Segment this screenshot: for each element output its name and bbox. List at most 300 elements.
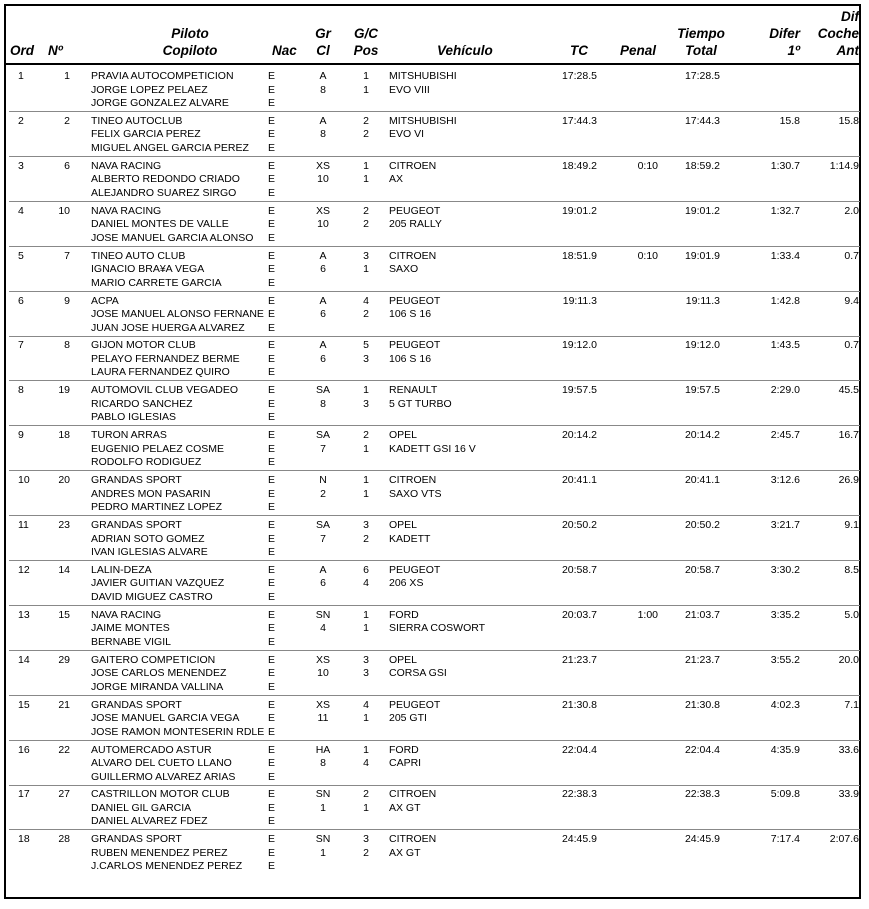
- crew-name: J.CARLOS MENENDEZ PEREZ: [91, 860, 243, 873]
- row-nac: [268, 250, 275, 291]
- row-ord: 8: [18, 384, 24, 397]
- row-nac: [268, 339, 275, 380]
- row-number: 21: [58, 698, 70, 711]
- row-vehicle: [389, 339, 440, 366]
- header-penal: Penal: [619, 43, 656, 58]
- class-pos: 2: [363, 218, 369, 231]
- row-tc: 21:23.7: [561, 653, 597, 666]
- row-diff-first: 3:55.2: [770, 653, 800, 666]
- table-row: [0, 744, 869, 789]
- row-ord: 1: [18, 70, 24, 82]
- nationality: E: [268, 276, 276, 289]
- crew-name: JOSE CARLOS MENENDEZ: [91, 667, 227, 680]
- row-diff-first: 1:43.5: [770, 339, 800, 352]
- group-class-pos: 1: [363, 474, 369, 487]
- row-vehicle: [389, 205, 442, 232]
- row-number: 23: [58, 519, 70, 531]
- crew-name: DANIEL MONTES DE VALLE: [91, 218, 229, 231]
- row-group-class: [308, 474, 338, 501]
- crew-name: IGNACIO BRA¥A VEGA: [91, 263, 205, 276]
- class-pos: 1: [363, 622, 369, 635]
- row-vehicle: [389, 564, 440, 591]
- nationality: E: [268, 339, 276, 352]
- row-nac: [268, 744, 275, 785]
- nationality: E: [268, 308, 276, 320]
- vehicle-line: EVO VIII: [389, 83, 430, 96]
- row-crew: [91, 744, 275, 785]
- row-nac: [268, 519, 275, 560]
- vehicle-line: PEUGEOT: [389, 339, 441, 352]
- crew-name: PABLO IGLESIAS: [91, 411, 177, 424]
- header-pos: Pos: [353, 43, 379, 58]
- crew-name: GRANDAS SPORT: [91, 474, 182, 487]
- row-vehicle: [389, 384, 452, 411]
- nationality: E: [268, 249, 276, 262]
- row-diff-first: 1:32.7: [770, 204, 800, 217]
- row-ord: 10: [18, 474, 30, 487]
- row-diff-prev: 15.8: [838, 114, 859, 127]
- vehicle-line: OPEL: [389, 653, 418, 666]
- row-tc: 18:51.9: [561, 249, 597, 262]
- table-row: [0, 699, 869, 744]
- row-crew: [91, 654, 275, 695]
- row-number: 10: [58, 204, 70, 217]
- vehicle-line: 206 XS: [389, 577, 424, 590]
- row-group-class: [308, 788, 338, 815]
- table-row: [0, 160, 869, 205]
- row-diff-first: 3:35.2: [770, 608, 800, 621]
- row-tc: 19:11.3: [562, 294, 597, 307]
- row-nac: [268, 70, 275, 111]
- row-total: 22:04.4: [684, 743, 720, 756]
- group-class-pos: 2: [363, 788, 369, 801]
- row-vehicle: [389, 654, 447, 681]
- row-gc-pos: [353, 699, 379, 726]
- row-gc-pos: [353, 295, 379, 322]
- nationality: E: [268, 788, 276, 801]
- table-row: [0, 474, 869, 519]
- table-row: [0, 564, 869, 609]
- crew-name: GAITERO COMPETICION: [91, 653, 216, 666]
- header-ord: Ord: [10, 43, 35, 58]
- crew-name: ALEJANDRO SUAREZ SIRGO: [91, 186, 237, 199]
- class: 6: [320, 577, 326, 590]
- nationality: E: [268, 141, 276, 154]
- group: SA: [315, 384, 330, 397]
- row-number: 1: [64, 70, 70, 82]
- row-diff-first: 3:21.7: [770, 519, 800, 531]
- row-number: 19: [58, 384, 70, 397]
- crew-name: NAVA RACING: [91, 204, 162, 217]
- group: SN: [315, 788, 331, 801]
- class: 10: [317, 218, 329, 231]
- crew-name: EUGENIO PELAEZ COSME: [91, 442, 225, 455]
- class-pos: 3: [363, 667, 369, 680]
- row-number: 7: [64, 249, 70, 262]
- row-crew: [91, 295, 275, 336]
- row-crew: [91, 474, 275, 515]
- row-penalty: 0:10: [637, 159, 658, 172]
- group: A: [319, 70, 327, 82]
- class: 7: [320, 442, 326, 455]
- nationality: E: [268, 231, 276, 244]
- row-vehicle: [389, 70, 457, 97]
- row-gc-pos: [353, 474, 379, 501]
- vehicle-line: PEUGEOT: [389, 698, 441, 711]
- row-diff-prev: 16.7: [838, 429, 859, 442]
- row-nac: [268, 115, 275, 156]
- row-total: 19:12.0: [684, 339, 720, 352]
- row-vehicle: [389, 250, 436, 277]
- row-diff-first: 3:12.6: [770, 474, 800, 487]
- header-copiloto: Copiloto: [162, 43, 218, 58]
- row-vehicle: [389, 833, 436, 860]
- nationality: E: [268, 218, 276, 231]
- vehicle-line: MITSHUBISHI: [389, 70, 457, 82]
- header-ant: Ant: [836, 43, 859, 58]
- row-total: 19:57.5: [684, 384, 720, 397]
- row-ord: 17: [18, 788, 30, 801]
- vehicle-line: SIERRA COSWORT: [389, 622, 486, 635]
- row-crew: [91, 788, 275, 829]
- group-class-pos: 1: [363, 743, 369, 756]
- crew-name: RUBEN MENENDEZ PEREZ: [91, 846, 228, 859]
- row-vehicle: [389, 609, 485, 636]
- row-vehicle: [389, 788, 436, 815]
- row-penalty: 0:10: [637, 249, 658, 262]
- class-pos: 1: [363, 173, 369, 186]
- group-class-pos: 4: [363, 698, 369, 711]
- row-tc: 17:44.3: [561, 114, 597, 127]
- group-class-pos: 1: [363, 608, 369, 621]
- group: SN: [315, 833, 331, 846]
- crew-name: GIJON MOTOR CLUB: [91, 339, 196, 352]
- row-crew: [91, 115, 275, 156]
- crew-name: AUTOMERCADO ASTUR: [91, 743, 212, 756]
- group: A: [319, 339, 327, 352]
- header-tc: TC: [570, 43, 588, 58]
- row-nac: [268, 564, 275, 605]
- crew-name: JOSE MANUEL GARCIA VEGA: [91, 712, 240, 725]
- row-total: 22:38.3: [684, 788, 720, 801]
- nationality: E: [268, 70, 276, 82]
- row-gc-pos: [353, 339, 379, 366]
- vehicle-line: CITROEN: [389, 249, 437, 262]
- crew-name: JORGE MIRANDA VALLINA: [91, 680, 224, 693]
- row-nac: [268, 474, 275, 515]
- row-diff-prev: 8.5: [844, 563, 859, 576]
- class-pos: 1: [363, 801, 369, 814]
- row-tc: 22:04.4: [561, 743, 597, 756]
- nationality: E: [268, 128, 276, 141]
- nationality: E: [268, 294, 276, 307]
- row-vehicle: [389, 474, 442, 501]
- row-ord: 14: [18, 653, 30, 666]
- vehicle-line: AX GT: [389, 846, 421, 859]
- row-tc: 20:41.1: [561, 474, 597, 487]
- vehicle-line: MITSHUBISHI: [389, 114, 457, 127]
- row-diff-first: 3:30.2: [770, 563, 800, 576]
- row-ord: 6: [18, 294, 24, 307]
- row-group-class: [308, 519, 338, 546]
- class: 6: [320, 263, 326, 276]
- crew-name: IVAN IGLESIAS ALVARE: [91, 546, 208, 558]
- vehicle-line: AX: [389, 173, 404, 186]
- row-group-class: [308, 160, 338, 187]
- row-nac: [268, 205, 275, 246]
- row-nac: [268, 384, 275, 425]
- row-ord: 3: [18, 159, 24, 172]
- class: 1: [320, 846, 326, 859]
- nationality: E: [268, 846, 276, 859]
- nationality: E: [268, 712, 276, 725]
- class: 4: [320, 622, 326, 635]
- group: A: [319, 114, 327, 127]
- row-tc: 17:28.5: [561, 70, 597, 82]
- group: A: [319, 249, 327, 262]
- row-total: 17:44.3: [684, 114, 720, 127]
- nationality: E: [268, 635, 276, 648]
- row-diff-prev: 0.7: [844, 339, 859, 352]
- row-nac: [268, 788, 275, 829]
- row-number: 6: [64, 159, 70, 172]
- row-gc-pos: [353, 519, 379, 546]
- group-class-pos: 1: [363, 159, 369, 172]
- row-ord: 2: [18, 114, 24, 127]
- header-coche: Coche: [817, 26, 859, 41]
- vehicle-line: KADETT GSI 16 V: [389, 442, 476, 455]
- class-pos: 3: [363, 352, 369, 365]
- vehicle-line: CITROEN: [389, 833, 437, 846]
- header-total: Total: [685, 43, 717, 58]
- row-diff-first: 1:42.8: [770, 294, 800, 307]
- crew-name: GRANDAS SPORT: [91, 833, 182, 846]
- vehicle-line: 205 GTI: [389, 712, 427, 725]
- row-crew: [91, 205, 275, 246]
- row-number: 9: [64, 294, 70, 307]
- vehicle-line: SAXO: [389, 263, 419, 276]
- group-class-pos: 3: [363, 653, 369, 666]
- row-total: 20:50.2: [684, 519, 720, 531]
- header-vehiculo: Vehículo: [437, 43, 493, 58]
- nationality: E: [268, 321, 276, 334]
- crew-name: JUAN JOSE HUERGA ALVAREZ: [91, 321, 245, 334]
- row-diff-prev: 1:14.9: [829, 159, 859, 172]
- group-class-pos: 5: [363, 339, 369, 352]
- row-crew: [91, 609, 275, 650]
- nationality: E: [268, 519, 276, 531]
- group-class-pos: 2: [363, 204, 369, 217]
- nationality: E: [268, 456, 276, 469]
- group: XS: [315, 653, 330, 666]
- row-ord: 9: [18, 429, 24, 442]
- class: 6: [320, 308, 326, 320]
- row-diff-prev: 26.9: [838, 474, 859, 487]
- row-gc-pos: [353, 744, 379, 771]
- vehicle-line: OPEL: [389, 429, 418, 442]
- group: HA: [315, 743, 331, 756]
- row-diff-prev: 5.0: [844, 608, 859, 621]
- vehicle-line: 5 GT TURBO: [389, 397, 452, 410]
- group: XS: [315, 159, 330, 172]
- vehicle-line: AX GT: [389, 801, 421, 814]
- crew-name: MIGUEL ANGEL GARCIA PEREZ: [91, 141, 249, 154]
- row-ord: 12: [18, 563, 30, 576]
- class-pos: 4: [363, 757, 369, 769]
- row-number: 2: [64, 114, 70, 127]
- row-crew: [91, 250, 275, 291]
- nationality: E: [268, 801, 276, 814]
- row-group-class: [308, 564, 338, 591]
- row-gc-pos: [353, 250, 379, 277]
- nationality: E: [268, 352, 276, 365]
- crew-name: ANDRES MON PASARIN: [91, 487, 211, 500]
- crew-name: NAVA RACING: [91, 608, 162, 621]
- vehicle-line: OPEL: [389, 519, 418, 531]
- vehicle-line: SAXO VTS: [389, 487, 442, 500]
- crew-name: MARIO CARRETE GARCIA: [91, 276, 222, 289]
- vehicle-line: 205 RALLY: [389, 218, 442, 231]
- row-gc-pos: [353, 609, 379, 636]
- table-row: [0, 295, 869, 340]
- nationality: E: [268, 411, 276, 424]
- nationality: E: [268, 397, 276, 410]
- row-gc-pos: [353, 384, 379, 411]
- vehicle-line: CORSA GSI: [389, 667, 447, 680]
- row-vehicle: [389, 115, 457, 142]
- crew-name: LAURA FERNANDEZ QUIRO: [91, 366, 230, 379]
- nationality: E: [268, 608, 276, 621]
- header-divider: [6, 63, 861, 65]
- group-class-pos: 6: [363, 563, 369, 576]
- header-tiempo: Tiempo: [677, 26, 725, 41]
- class-pos: 3: [363, 397, 369, 410]
- row-vehicle: [389, 744, 421, 771]
- row-total: 21:23.7: [684, 653, 720, 666]
- nationality: E: [268, 743, 276, 756]
- nationality: E: [268, 860, 276, 873]
- crew-name: FELIX GARCIA PEREZ: [91, 128, 201, 141]
- row-group-class: [308, 205, 338, 232]
- row-ord: 4: [18, 204, 24, 217]
- table-row: [0, 429, 869, 474]
- row-group-class: [308, 384, 338, 411]
- row-diff-first: 4:02.3: [770, 698, 800, 711]
- crew-name: DANIEL GIL GARCIA: [91, 801, 192, 814]
- header-difer: Difer: [769, 26, 800, 41]
- row-vehicle: [389, 519, 430, 546]
- group-class-pos: 3: [363, 833, 369, 846]
- class: 2: [320, 487, 326, 500]
- row-ord: 18: [18, 833, 30, 846]
- row-crew: [91, 160, 275, 201]
- crew-name: JOSE MANUEL ALONSO FERNANE: [91, 308, 264, 320]
- class-pos: 1: [363, 712, 369, 725]
- class-pos: 2: [363, 128, 369, 141]
- crew-name: JOSE RAMON MONTESERIN RDLE: [91, 725, 265, 738]
- row-gc-pos: [353, 654, 379, 681]
- row-total: 20:14.2: [684, 429, 720, 442]
- row-crew: [91, 384, 275, 425]
- row-diff-prev: 20.0: [838, 653, 859, 666]
- class: 1: [320, 801, 326, 814]
- row-penalty: 1:00: [637, 608, 658, 621]
- nationality: E: [268, 384, 276, 397]
- header-difer-first: 1º: [787, 43, 800, 58]
- group-class-pos: 1: [363, 70, 369, 82]
- row-gc-pos: [353, 429, 379, 456]
- class: 11: [317, 712, 329, 725]
- class-pos: 2: [363, 532, 369, 545]
- crew-name: RICARDO SANCHEZ: [91, 397, 193, 410]
- row-gc-pos: [353, 564, 379, 591]
- row-crew: [91, 519, 275, 560]
- row-group-class: [308, 70, 338, 97]
- crew-name: DAVID MIGUEZ CASTRO: [91, 590, 213, 603]
- row-diff-first: 1:33.4: [770, 249, 800, 262]
- nationality: E: [268, 429, 276, 442]
- group: A: [319, 563, 327, 576]
- crew-name: JORGE GONZALEZ ALVARE: [91, 97, 229, 109]
- row-total: 20:41.1: [684, 474, 720, 487]
- row-diff-prev: 0.7: [844, 249, 859, 262]
- row-nac: [268, 429, 275, 470]
- nationality: E: [268, 680, 276, 693]
- row-total: 20:58.7: [684, 563, 720, 576]
- nationality: E: [268, 114, 276, 127]
- vehicle-line: 106 S 16: [389, 308, 432, 320]
- row-vehicle: [389, 160, 436, 187]
- nationality: E: [268, 487, 276, 500]
- header-gr: Gr: [315, 26, 331, 41]
- row-group-class: [308, 833, 338, 860]
- row-group-class: [308, 429, 338, 456]
- group: XS: [315, 698, 330, 711]
- row-number: 28: [58, 833, 70, 846]
- row-tc: 19:12.0: [561, 339, 597, 352]
- row-nac: [268, 654, 275, 695]
- vehicle-line: FORD: [389, 743, 419, 756]
- nationality: E: [268, 815, 276, 828]
- row-ord: 5: [18, 249, 24, 262]
- crew-name: GRANDAS SPORT: [91, 698, 182, 711]
- group: SN: [315, 608, 331, 621]
- nationality: E: [268, 532, 276, 545]
- row-group-class: [308, 295, 338, 322]
- row-group-class: [308, 609, 338, 636]
- row-tc: 18:49.2: [561, 159, 597, 172]
- crew-name: JAIME MONTES: [91, 622, 170, 635]
- crew-name: TINEO AUTOCLUB: [91, 114, 183, 127]
- vehicle-line: 106 S 16: [389, 352, 432, 365]
- crew-name: CASTRILLON MOTOR CLUB: [91, 788, 230, 801]
- row-tc: 20:14.2: [561, 429, 597, 442]
- crew-name: JOSE MANUEL GARCIA ALONSO: [91, 231, 254, 244]
- row-gc-pos: [353, 160, 379, 187]
- class-pos: 4: [363, 577, 369, 590]
- row-total: 18:59.2: [684, 159, 720, 172]
- row-tc: 24:45.9: [561, 833, 597, 846]
- group: N: [319, 474, 327, 487]
- row-diff-prev: 2.0: [844, 204, 859, 217]
- row-number: 14: [58, 563, 70, 576]
- nationality: E: [268, 159, 276, 172]
- group-class-pos: 1: [363, 384, 369, 397]
- row-group-class: [308, 339, 338, 366]
- group: A: [319, 294, 327, 307]
- crew-name: ADRIAN SOTO GOMEZ: [91, 532, 205, 545]
- group-class-pos: 3: [363, 249, 369, 262]
